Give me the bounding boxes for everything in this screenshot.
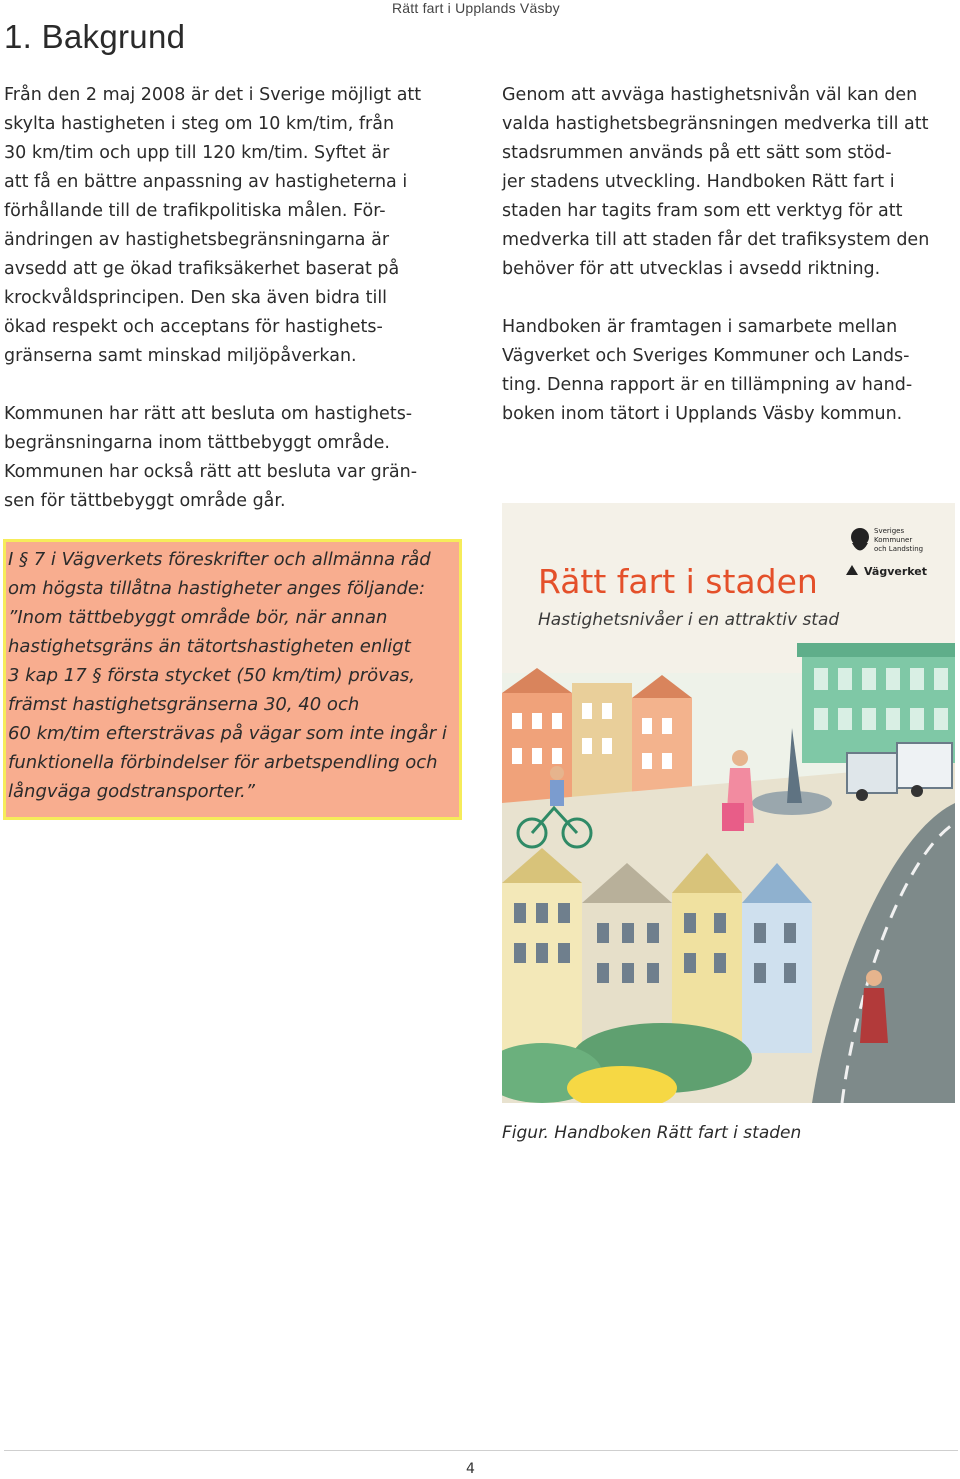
quote-line: ”Inom tättbebyggt område bör, när annan xyxy=(8,607,388,628)
text-line: Från den 2 maj 2008 är det i Sverige möjligt att xyxy=(4,85,422,105)
left-column xyxy=(4,81,454,516)
collaboration-paragraph xyxy=(502,313,960,429)
running-header: Rätt fart i Upplands Väsby xyxy=(392,0,560,16)
text-line: ting. Denna rapport är en tillämpning av hand- xyxy=(502,375,913,395)
text-line: valda hastighetsbegränsningen medverka till att xyxy=(502,114,929,134)
quote-line: 60 km/tim eftersträvas på vägar som inte ingår i xyxy=(8,723,447,744)
text-line: begränsningarna inom tättbebyggt område. xyxy=(4,433,390,453)
section-heading: 1. Bakgrund xyxy=(4,18,186,55)
municipality-paragraph xyxy=(4,400,454,516)
regulation-quote-box xyxy=(3,539,462,820)
text-line: behöver för att utvecklas i avsedd riktning. xyxy=(502,259,881,279)
text-line: Kommunen har rätt att besluta om hastighets- xyxy=(4,404,413,424)
quote-line: I § 7 i Vägverkets föreskrifter och allmänna råd xyxy=(8,549,431,570)
quote-line: hastighetsgräns än tätortshastigheten enligt xyxy=(8,636,411,657)
quote-line: om högsta tillåtna hastigheter anges följande: xyxy=(8,578,426,599)
text-line: ändringen av hastighetsbegränsningarna är xyxy=(4,230,390,250)
right-column xyxy=(502,81,960,429)
text-line: ökad respekt och acceptans för hastighets- xyxy=(4,317,383,337)
text-line: att få en bättre anpassning av hastigheterna i xyxy=(4,172,408,192)
svg-text:och Landsting: och Landsting xyxy=(874,545,924,553)
intro-paragraph xyxy=(4,81,454,371)
quote-line: långväga godstransporter.” xyxy=(8,781,256,802)
svg-text:Vägverket: Vägverket xyxy=(864,565,928,578)
text-line: gränserna samt minskad miljöpåverkan. xyxy=(4,346,357,366)
text-line: 30 km/tim och upp till 120 km/tim. Syftet är xyxy=(4,143,390,163)
page-number: 4 xyxy=(466,1461,475,1477)
handbook-cover-image xyxy=(502,503,955,1103)
cover-subtitle: Hastighetsnivåer i en attraktiv stad xyxy=(538,610,840,630)
text-line: jer stadens utveckling. Handboken Rätt fart i xyxy=(502,172,895,192)
text-line: boken inom tätort i Upplands Väsby kommun. xyxy=(502,404,903,424)
svg-text:Kommuner: Kommuner xyxy=(874,536,913,544)
quote-line: 3 kap 17 § första stycket (50 km/tim) prövas, xyxy=(8,665,415,686)
text-line: förhållande till de trafikpolitiska målen. För- xyxy=(4,201,386,221)
purpose-paragraph xyxy=(502,81,960,284)
text-line: krockvåldsprincipen. Den ska även bidra till xyxy=(4,288,388,308)
svg-text:Sveriges: Sveriges xyxy=(874,527,905,535)
text-line: Handboken är framtagen i samarbete mellan xyxy=(502,317,898,337)
text-line: medverka till att staden får det trafiksystem den xyxy=(502,230,930,250)
text-line: sen för tättbebyggt område går. xyxy=(4,491,286,511)
quote-line: främst hastighetsgränserna 30, 40 och xyxy=(8,694,360,715)
footer-divider xyxy=(4,1450,958,1451)
text-line: Genom att avväga hastighetsnivån väl kan den xyxy=(502,85,918,105)
text-line: Kommunen har också rätt att besluta var grän- xyxy=(4,462,418,482)
text-line: Vägverket och Sveriges Kommuner och Lands- xyxy=(502,346,910,366)
text-line: skylta hastigheten i steg om 10 km/tim, från xyxy=(4,114,395,134)
quote-line: funktionella förbindelser för arbetspendling och xyxy=(8,752,438,773)
text-line: stadsrummen används på ett sätt som stöd- xyxy=(502,143,892,163)
text-line: staden har tagits fram som ett verktyg för att xyxy=(502,201,903,221)
text-line: avsedd att ge ökad trafiksäkerhet baserat på xyxy=(4,259,400,279)
cover-title: Rätt fart i staden xyxy=(538,562,818,601)
figure-caption: Figur. Handboken Rätt fart i staden xyxy=(502,1123,802,1143)
